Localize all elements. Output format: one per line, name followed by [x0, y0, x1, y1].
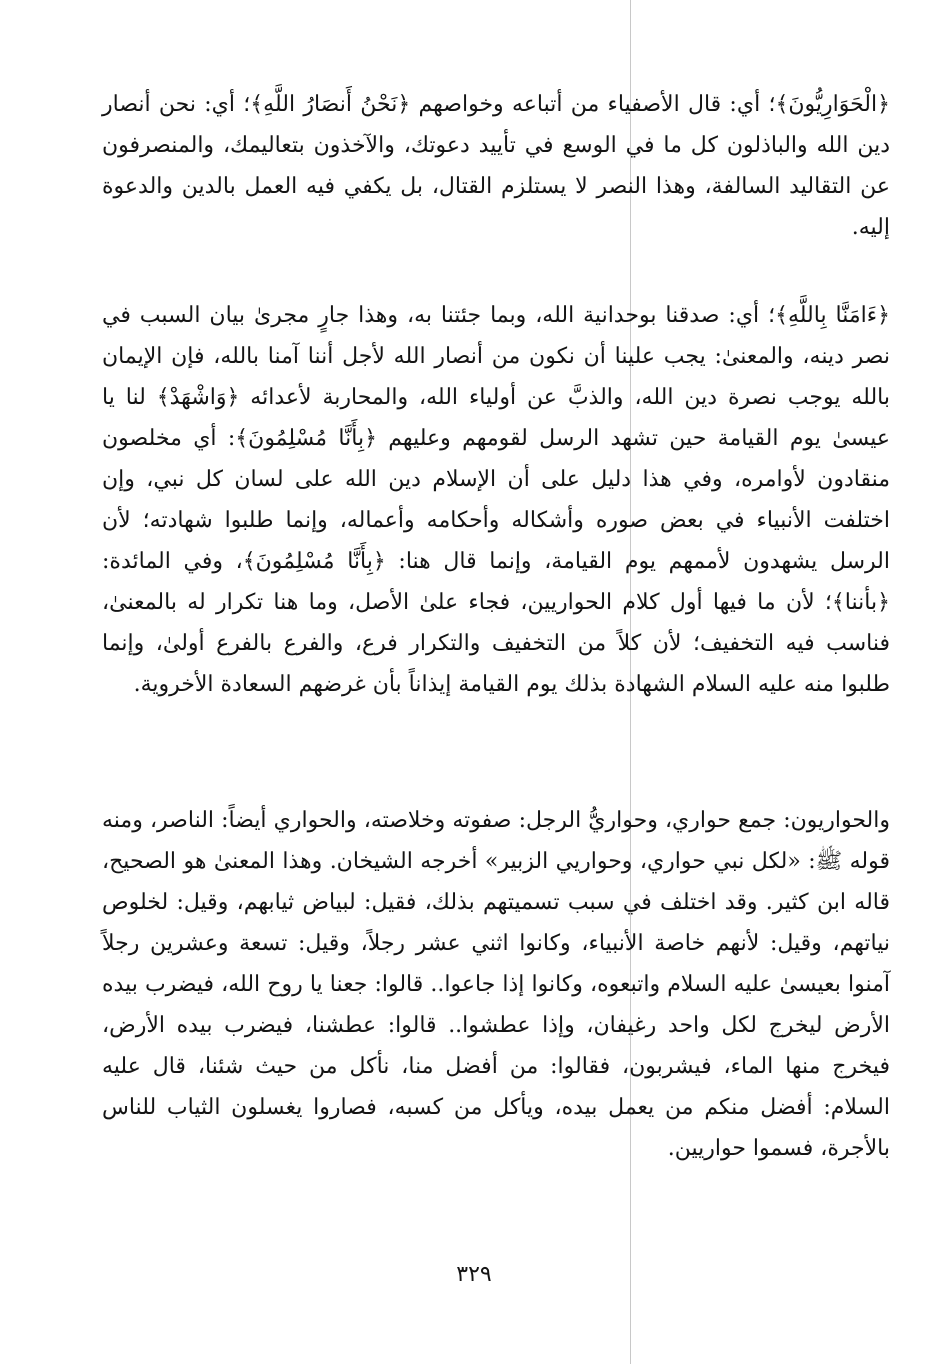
paragraph-2: ﴿ءَامَنَّا بِاللَّهِ﴾؛ أي: صدقنا بوحدانية الله، وبما جئتنا به، وهذا جارٍ مجرىٰ بيان السبب في نصر دينه، والمعنىٰ: يجب علينا أن نكون من أنصار الله لأجل أننا آمنا بالله، فإن الإيمان بالله يوجب نصرة دين الله، والذبَّ عن أولياء الله، والمحاربة لأعدائه ﴿وَاشْهَدْ﴾ لنا يا عيسىٰ يوم القيامة حين تشهد الرسل لقومهم وعليهم ﴿بِأَنَّا مُسْلِمُونَ﴾: أي مخلصون منقادون لأوامره، وفي هذا دليل على أن الإسلام دين الله على لسان كل نبي، وإن اختلفت الأنبياء في بعض صوره وأشكاله وأحكامه وأعماله، وإنما طلبوا شهادته؛ لأن الرسل يشهدون لأممهم يوم القيامة، وإنما قال هنا: ﴿بِأَنَّا مُسْلِمُونَ﴾، وفي المائدة: ﴿بأننا﴾؛ لأن ما فيها أول كلام الحواريين، فجاء علىٰ الأصل، وما هنا تكرار له بالمعنىٰ، فناسب فيه التخفيف؛ لأن كلاً من التخفيف والتكرار فرع، والفرع بالفرع أولىٰ، وإنما طلبوا منه عليه السلام الشهادة بذلك يوم القيامة إيذاناً بأن غرضهم السعادة الأخروية. [102, 303, 891, 697]
paragraph-3: والحواريون: جمع حواري، وحواريُّ الرجل: صفوته وخلاصته، والحواري أيضاً: الناصر، ومنه قوله ﷺ: «لكل نبي حواري، وحواريي الزبير» أخرجه الشيخان. وهذا المعنىٰ هو الصحيح، قاله ابن كثير. وقد اختلف في سبب تسميتهم بذلك، فقيل: لبياض ثيابهم، وقيل: لخلوص نياتهم، وقيل: لأنهم خاصة الأنبياء، وكانوا اثني عشر رجلاً، وقيل: تسعة وعشرين رجلاً آمنوا بعيسىٰ عليه السلام واتبعوه، وكانوا إذا جاعوا.. قالوا: جعنا يا روح الله، فيضرب بيده الأرض ليخرج لكل واحد رغيفان، وإذا عطشوا.. قالوا: عطشنا، فيضرب بيده الأرض، فيخرج منها الماء، فيشربون، فقالوا: من أفضل منا، نأكل من حيث شئنا، قال عليه السلام: أفضل منكم من يعمل بيده، ويأكل من كسبه، فصاروا يغسلون الثياب للناس بالأجرة، فسموا حواريين. [102, 808, 890, 1161]
page-number: ٣٢٩ [456, 1262, 492, 1287]
paragraph-1: ﴿الْحَوَارِيُّونَ﴾؛ أي: قال الأصفياء من أتباعه وخواصهم ﴿نَحْنُ أَنصَارُ اللَّهِ﴾؛ أي: نحن أنصار دين الله والباذلون كل ما في الوسع في تأييد دعوتك، والآخذون بتعاليمك، والمنصرفون عن التقاليد السالفة، وهذا النصر لا يستلزم القتال، بل يكفي فيه العمل بالدين والدعوة إليه. [102, 92, 890, 240]
